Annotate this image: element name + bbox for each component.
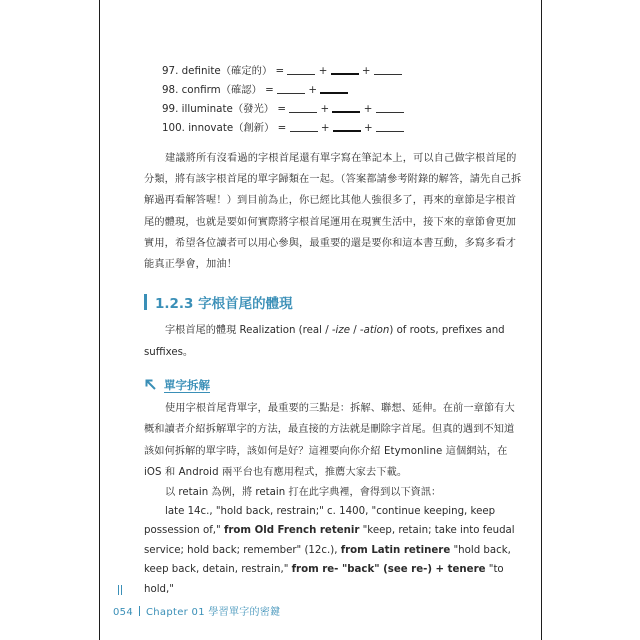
section-title: 1.2.3 字根首尾的體現: [155, 296, 293, 312]
subsection-heading: [144, 376, 210, 394]
exercise-row: 100. innovate（創新） = + +: [162, 119, 522, 138]
footer-marker: [118, 585, 119, 595]
answer-blank[interactable]: [331, 63, 359, 75]
footer-marker: [121, 585, 122, 595]
page-number: 054: [113, 607, 133, 618]
exercise-row: 97. definite（確定的） = + +: [162, 62, 522, 81]
realization-text: 字根首尾的體現 Realization (real /: [165, 325, 332, 336]
exercise-word: 100. innovate: [162, 122, 234, 134]
etym-bold: from Old French retenir: [223, 525, 360, 537]
etym-text: "hold back, keep back, detain, restrain,": [144, 544, 511, 576]
example-intro: 以 retain 為例，將 retain 打在此字典裡，會得到以下資訊：: [165, 487, 442, 498]
exercise-word: 98. confirm: [162, 84, 221, 96]
footer-text: [113, 603, 280, 618]
realization-paragraph: [144, 320, 522, 363]
answer-blank[interactable]: [374, 64, 402, 75]
footer-divider: [139, 606, 140, 616]
exercise-word: 99. illuminate: [162, 103, 233, 115]
plus-sign: +: [315, 65, 331, 77]
suffix-ize: -ize: [331, 325, 350, 336]
answer-blank[interactable]: [290, 121, 318, 132]
subsection-title: 單字拆解: [164, 378, 210, 392]
answer-blank[interactable]: [287, 64, 315, 75]
method-paragraph: [144, 398, 522, 484]
exercise-row: 98. confirm（確認） = +: [162, 81, 522, 100]
answer-blank[interactable]: [320, 82, 348, 94]
exercise-row: 99. illuminate（發光） = + +: [162, 100, 522, 119]
book-page: [99, 0, 542, 640]
exercise-gloss: （創新）: [233, 122, 275, 134]
etym-text: "keep, retain; take into feudal service; hold back; remember" (12c.),: [144, 525, 515, 556]
plus-sign: +: [360, 103, 376, 115]
plus-sign: +: [305, 84, 321, 96]
section-heading: [144, 292, 293, 312]
etym-bold: from re- "back" (see re-) + tenere: [291, 564, 486, 576]
plus-sign: +: [360, 122, 376, 134]
etym-text: "to hold,": [144, 564, 504, 595]
answer-blank[interactable]: [277, 83, 305, 94]
answer-blank[interactable]: [333, 120, 361, 132]
etym-text: late 14c., "hold back, restrain;" c. 1400, "continue keeping, keep possession of,": [144, 506, 496, 537]
realization-separator: /: [350, 325, 360, 336]
advice-paragraph: [144, 148, 522, 275]
answer-blank[interactable]: [376, 121, 404, 132]
exercise-word: 97. definite: [162, 65, 221, 77]
section-accent-bar: [144, 294, 147, 310]
exercise-gloss: （發光）: [232, 103, 275, 115]
plus-sign: +: [358, 65, 374, 77]
method-text: 使用字根首尾背單字，最重要的三點是：拆解、聯想、延伸。在前一章節有大概和讀者介紹拆解單字的方法，最直接的方法就是刪除字首尾。但真的遇到不知道該如何拆解的單字時，該如何是好？這裡要向你介紹 Etymonline 這個網站，在 iOS 和 Android 兩平台也有應用程式，推薦大家去下載。: [144, 403, 515, 479]
answer-blank[interactable]: [376, 102, 404, 113]
chapter-title: Chapter 01 學習單字的密鍵: [146, 607, 281, 618]
exercise-gloss: （確定的）: [220, 65, 273, 77]
plus-sign: +: [317, 122, 333, 134]
realization-text-end: ) of roots, prefixes and suffixes。: [144, 325, 505, 358]
answer-blank[interactable]: [332, 101, 360, 113]
suffix-ation: -ation: [359, 325, 390, 336]
exercise-list: [162, 62, 522, 138]
etymology-entry: [144, 502, 522, 599]
arrow-up-left-icon: [144, 378, 158, 392]
advice-text: 建議將所有沒看過的字根首尾還有單字寫在筆記本上，可以自己做字根首尾的分類，將有該字根首尾的單字歸類在一起。（答案都請參考附錄的解答，請先自己拆解過再看解答喔！）到目前為止，你已經比其他人強很多了，再來的章節是字根首尾的體現，也就是要如何實際將字根首尾運用在現實生活中，接下來的章節會更加實用，希望各位讀者可以用心參與，最重要的還是要你和這本書互動，多寫多看才能真正學會，加油！: [144, 153, 522, 271]
answer-blank[interactable]: [289, 102, 317, 113]
exercise-gloss: （確認）: [220, 84, 262, 96]
etym-bold: from Latin retinere: [340, 544, 451, 556]
plus-sign: +: [317, 103, 333, 115]
